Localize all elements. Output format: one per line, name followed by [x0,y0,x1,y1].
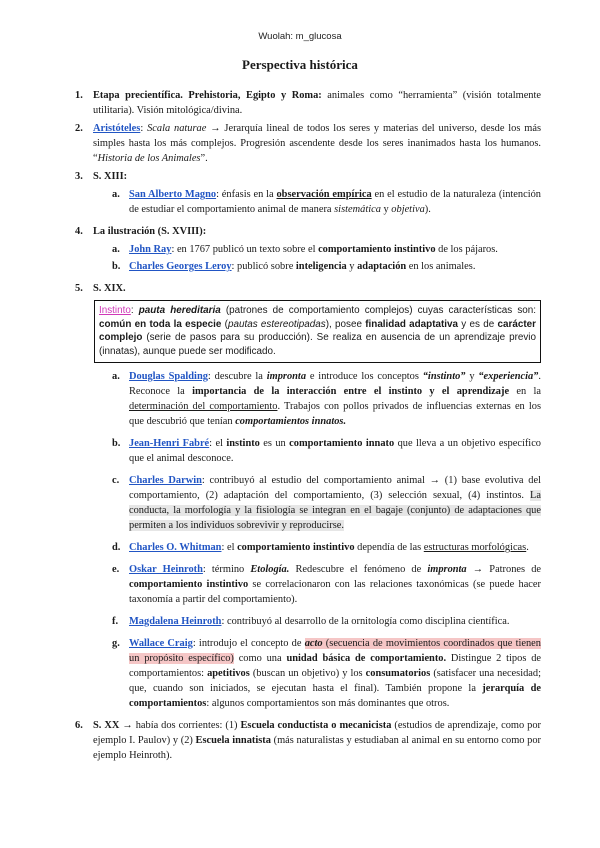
link-magdalena-heinroth[interactable]: Magdalena Heinroth [129,616,222,627]
list-item-2: 2. Aristóteles: Scala naturae → Jerarquía lineal de todos los seres y materias del universo, desde los más simples hasta los más complejos. Progresión ascendente desde los seres inanimados hasta los humanos. “Historia de los Animales”. [75,123,541,164]
sub-item-5g: g. Wallace Craig: introdujo el concepto de acto (secuencia de movimientos coordinados que tienen un propósito específico) como una unidad básica de comportamiento. Distingue 2 tipos de comportamientos: apetitivos (buscan un objetivo) y los consumatorios (satisfacer una necesidad; que, cuando son iniciados, se ejecutan hasta el final). También propone la jerarquía de comportamientos: algunos comportamientos son más dominantes que otros. [112,638,541,709]
item-number: 1. [75,90,83,101]
link-charles-o-whitman[interactable]: Charles O. Whitman [129,542,222,553]
link-john-ray[interactable]: John Ray [129,244,172,255]
link-douglas-spalding[interactable]: Douglas Spalding [129,371,208,382]
highlighted-text: La conducta, la morfología y la fisiología se integran en el bagaje (conjunto) de adaptaciones que permiten a los individuos sobrevivir y reproducirse. [129,490,541,531]
link-oskar-heinroth[interactable]: Oskar Heinroth [129,564,203,575]
page-title: Perspectiva histórica [242,57,358,72]
sub-item-5a: a. Douglas Spalding: descubre la impronta e introduce los conceptos “instinto” y “experiencia”. Reconoce la importancia de la interacción entre el instinto y el aprendizaje en la determinación del comportamiento. Trabajos con pollos privados de influencias externas en los que descubrió que tenían comportamientos innatos. [112,371,541,427]
instinto-definition-box: Instinto: pauta hereditaria (patrones de comportamiento complejos) cuyas características son: común en toda la especie (pautas estereotipadas), posee finalidad adaptativa y es de carácter complejo (serie de pasos para su producción). Se realiza en ausencia de un aprendizaje previo (innatas), aunque puede ser modificado. [94,300,541,363]
item-heading: La ilustración (S. XVIII): [93,226,207,237]
list-item-4 [0,224,600,239]
item-heading: S. XIII: [93,171,128,182]
sub-item-5b: b. Jean-Henri Fabré: el instinto es un comportamiento innato que lleva a un objetivo específico que el animal desconoce. [112,438,541,464]
link-jean-henri-fabre[interactable]: Jean-Henri Fabré [129,438,210,449]
item-heading: S. XIX. [93,283,126,294]
item-number: 3. [75,171,83,182]
sub-item-5d: d. Charles O. Whitman: el comportamiento instintivo dependía de las estructuras morfológicas. [112,542,529,553]
link-charles-darwin[interactable]: Charles Darwin [129,475,202,486]
list-item-1 [0,88,600,118]
link-charles-georges-leroy[interactable]: Charles Georges Leroy [129,261,232,272]
item-number: 6. [75,720,83,731]
highlighted-text: (secuencia de movimientos coordinados que tienen un propósito específico) [129,638,541,664]
list-item-6: 6. S. XX → había dos corrientes: (1) Escuela conductista o mecanicista (estudios de aprendizaje, como por ejemplo I. Paulov) y (2) Escuela innatista (más naturalistas y estudiaban al animal en su entorno como por ejemplo Heinroth). [75,720,542,761]
list-item-3 [0,169,600,184]
sub-item-5e: e. Oskar Heinroth: término Etología. Redescubre el fenómeno de impronta → Patrones de comportamiento instintivo se correlacionaron con las relaciones taxonómicas (se puede hacer taxonomía a partir del comportamiento). [112,564,542,605]
sub-item-4a: a. John Ray: en 1767 publicó un texto sobre el comportamiento instintivo de los pájaros. [112,244,498,255]
link-wallace-craig[interactable]: Wallace Craig [129,638,193,649]
item-heading: Etapa precientífica. Prehistoria, Egipto y Roma: [93,90,322,101]
item-number: 2. [75,123,83,134]
link-san-alberto-magno[interactable]: San Alberto Magno [129,189,217,200]
sub-item-5c: c. Charles Darwin: contribuyó al estudio del comportamiento animal → (1) base evolutiva del comportamiento, (2) adaptación del comportamiento, (3) selección sexual, (4) instintos. La conducta, la morfología y la fisiología se integran en el bagaje (conjunto) de adaptaciones que permiten a los individuos sobrevivir y reproducirse. [112,475,541,531]
link-aristoteles[interactable]: Aristóteles [93,123,141,134]
link-instinto[interactable]: Instinto [99,305,131,316]
watermark-header: Wuolah: m_glucosa [258,31,342,42]
list-item-5 [0,281,600,296]
sub-item-3a: a. San Alberto Magno: énfasis en la observación empírica en el estudio de la naturaleza (intención de estudiar el comportamiento animal de manera sistemática y objetiva). [112,189,541,215]
item-number: 5. [75,283,83,294]
sub-item-5f: f. Magdalena Heinroth: contribuyó al desarrollo de la ornitología como disciplina científica. [112,616,510,627]
item-number: 4. [75,226,83,237]
item-text: animales como “herramienta” (visión totalmente utilitaria). Visión mitológica/divina. [93,90,542,116]
sub-item-4b: b. Charles Georges Leroy: publicó sobre inteligencia y adaptación en los animales. [112,261,476,272]
document-body [0,88,600,766]
